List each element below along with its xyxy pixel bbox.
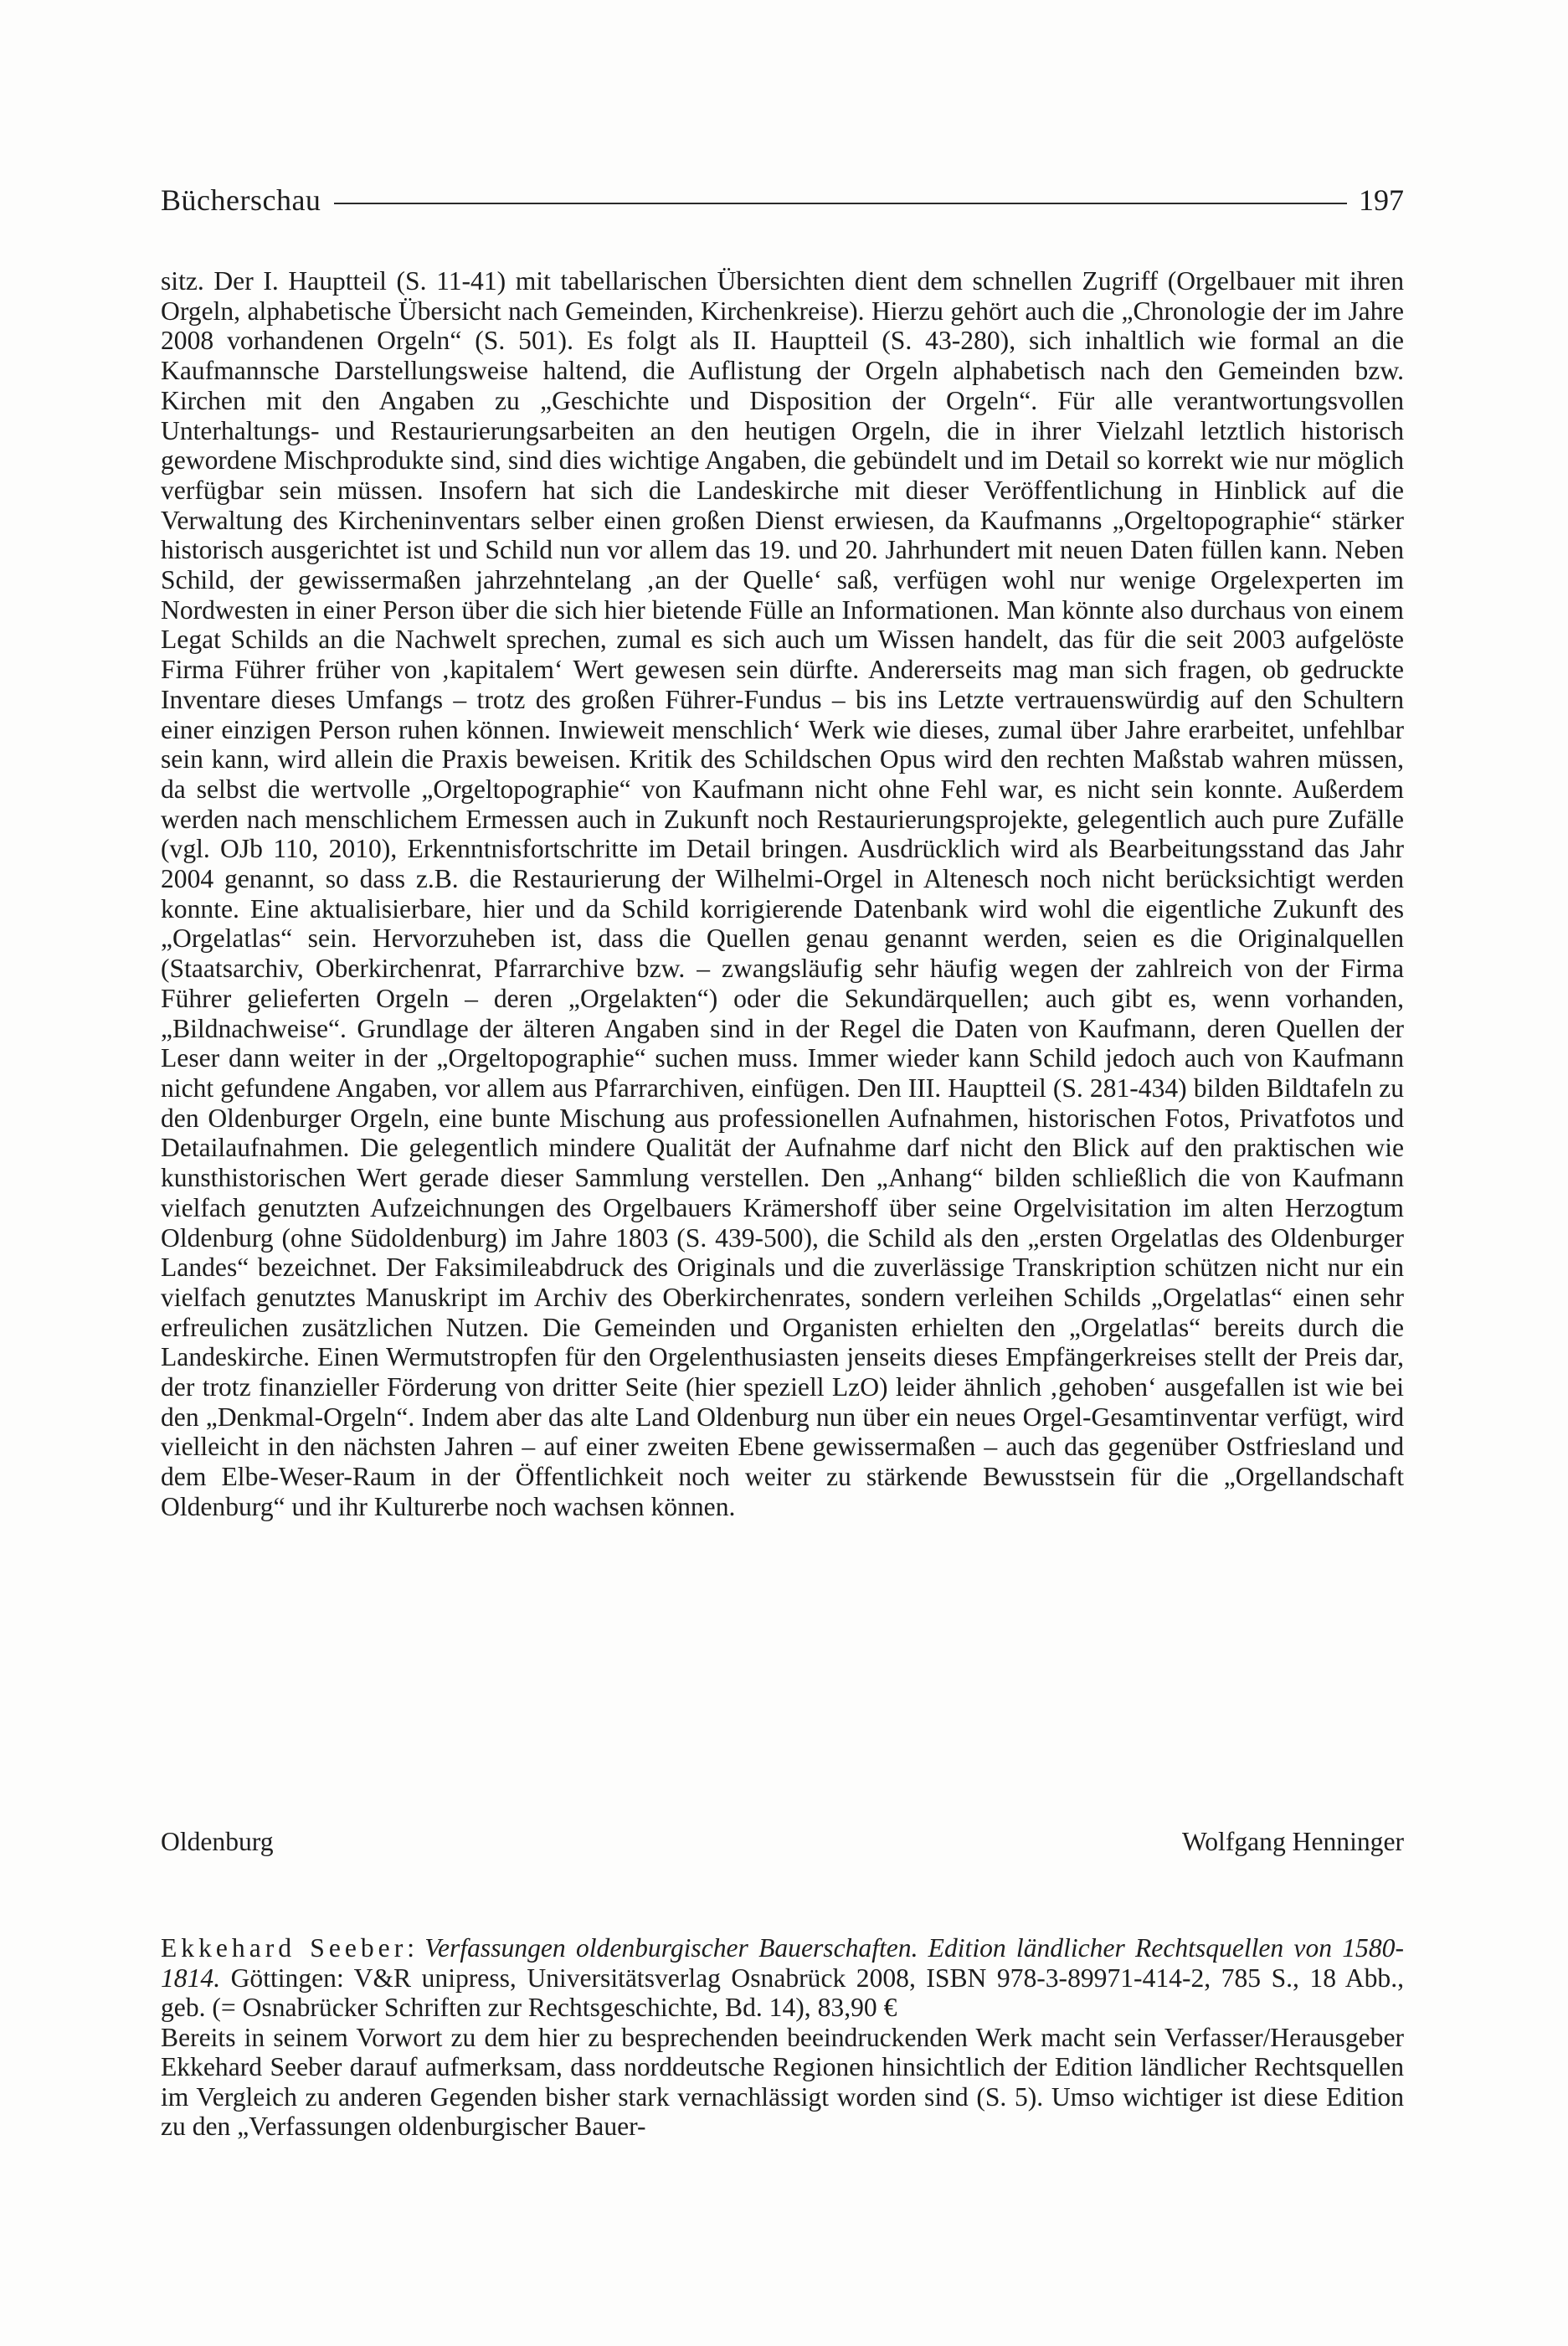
review-1-text: sitz. Der I. Hauptteil (S. 11-41) mit tabellarischen Übersichten dient dem schnellen Zugriff (Orgelbauer mit ihren Orgeln, alphabetische Übersicht nach Gemeinden, Kirchenkreise). Hierzu gehört auch die „Chronologie der im Jahre 2008 vorhandenen Orgeln“ (S. 501). Es folgt als II. Hauptteil (S. 43-280), sich inhaltlich wie formal an die Kaufmannsche Darstellungsweise haltend, die Auflistung der Orgeln alphabetisch nach den Gemeinden bzw. Kirchen mit den Angaben zu „Geschichte und Disposition der Orgeln“. Für alle verantwortungsvollen Unterhaltungs- und Restaurierungsarbeiten an den heutigen Orgeln, die in ihrer Vielzahl letztlich historisch gewordene Mischprodukte sind, sind dies wichtige Angaben, die gebündelt und im Detail so korrekt wie nur möglich verfügbar sein müssen. Insofern hat sich die Landeskirche mit dieser Veröffentlichung in Hinblick auf die Verwaltung des Kircheninventars selber einen großen Dienst erwiesen, da Kaufmanns „Orgeltopographie“ stärker historisch ausgerichtet ist und Schild nun vor allem das 19. und 20. Jahrhundert mit neuen Daten füllen kann. Neben Schild, der gewissermaßen jahrzehntelang ‚an der Quelle‘ saß, verfügen wohl nur wenige Orgelexperten im Nordwesten in einer Person über die sich hier bietende Fülle an Informationen. Man könnte also durchaus von einem Legat Schilds an die Nachwelt sprechen, zumal es sich auch um Wissen handelt, das für die seit 2003 aufgelöste Firma Führer früher von ‚kapitalem‘ Wert gewesen sein dürfte. Andererseits mag man sich fragen, ob gedruckte Inventare dieses Umfangs – trotz des großen Führer-Fundus – bis ins Letzte vertrauenswürdig auf den Schultern einer einzigen Person ruhen können. Inwieweit menschlich‘ Werk wie dieses, zumal über Jahre erarbeitet, unfehlbar sein kann, wird allein die Praxis beweisen. Kritik des Schildschen Opus wird den rechten Maßstab wahren müssen, da selbst die wertvolle „Orgeltopographie“ von Kaufmann nicht ohne Fehl war, es nicht sein konnte. Außerdem werden nach menschlichem Ermessen auch in Zukunft noch Restaurierungsprojekte, gelegentlich auch pure Zufälle (vgl. OJb 110, 2010), Erkenntnisfortschritte im Detail bringen. Ausdrücklich wird als Bearbeitungsstand das Jahr 2004 genannt, so dass z.B. die Restaurierung der Wilhelmi-Orgel in Altenesch noch nicht berücksichtigt werden konnte. Eine aktualisierbare, hier und da Schild korrigierende Datenbank wird wohl die eigentliche Zukunft des „Orgelatlas“ sein. Hervorzuheben ist, dass die Quellen genau genannt werden, seien es die Originalquellen (Staatsarchiv, Oberkirchenrat, Pfarrarchive bzw. – zwangsläufig sehr häufig wegen der zahlreich von der Firma Führer gelieferten Orgeln – deren „Orgelakten“) oder die Sekundärquellen; auch gibt es, wenn vorhanden, „Bildnachweise“. Grundlage der älteren Angaben sind in der Regel die Daten von Kaufmann, deren Quellen der Leser dann weiter in der „Orgeltopographie“ suchen muss. Immer wieder kann Schild jedoch auch von Kaufmann nicht gefundene Angaben, vor allem aus Pfarrarchiven, einfügen. Den III. Hauptteil (S. 281-434) bilden Bildtafeln zu den Oldenburger Orgeln, eine bunte Mischung aus professionellen Aufnahmen, historischen Fotos, Privatfotos und Detailaufnahmen. Die gelegentlich mindere Qualität der Aufnahme darf nicht den Blick auf den praktischen wie kunsthistorischen Wert gerade dieser Sammlung verstellen. Den „Anhang“ bilden schließlich die von Kaufmann vielfach genutzten Aufzeichnungen des Orgelbauers Krämershoff über seine Orgelvisitation im alten Herzogtum Oldenburg (ohne Südoldenburg) im Jahre 1803 (S. 439-500), die Schild als den „ersten Orgelatlas des Oldenburger Landes“ bezeichnet. Der Faksimileabdruck des Originals und die zuverlässige Transkription schützen nicht nur ein vielfach genutztes Manuskript im Archiv des Oberkirchenrates, sondern verleihen Schilds „Orgelatlas“ einen sehr erfreulichen zusätzlichen Nutzen. Die Gemeinden und Organisten erhielten den „Orgelatlas“ bereits durch die Landeskirche. Einen Wermutstropfen für den Orgelenthusiasten jenseits dieses Empfängerkreises stellt der Preis dar, der trotz finanzieller Förderung von dritter Seite (hier speziell LzO) leider ähnlich ‚gehoben‘ ausgefallen ist wie bei den „Denkmal-Orgeln“. Indem aber das alte Land Oldenburg nun über ein neues Orgel-Gesamtinventar verfügt, wird vielleicht in den nächsten Jahren – auf einer zweiten Ebene gewissermaßen – auch das gegenüber Ostfriesland und dem Elbe-Weser-Raum in der Öffentlichkeit noch weiter zu stärkende Bewusstsein für die „Orgellandschaft Oldenburg“ und ihr Kulturerbe noch wachsen können. bbox=[161, 266, 1404, 1521]
review-1-signature bbox=[161, 1827, 1404, 1857]
review-2 bbox=[161, 1933, 1404, 2142]
review-2-publication: Göttingen: V&R unipress, Universitätsverlag Osnabrück 2008, ISBN 978-3-89971-414-2, 785 S., 18 Abb., geb. (= Osnabrücker Schriften zur Rechtsgeschichte, Bd. 14), 83,90 € bbox=[161, 1963, 1404, 2022]
review-2-text: Bereits in seinem Vorwort zu dem hier zu besprechenden beeindruckenden Werk macht sein Verfasser/Herausgeber Ekkehard Seeber darauf aufmerksam, dass norddeutsche Regionen hinsichtlich der Edition ländlicher Rechtsquellen im Vergleich zu anderen Gegenden bisher stark vernachlässigt worden sind (S. 5). Umso wichtiger ist diese Edition zu den „Verfassungen oldenburgischer Bauer- bbox=[161, 2022, 1404, 2141]
review-2-book-title: Verfassungen oldenburgischer Bauerschaften. Edition ländlicher Rechtsquellen von 1580-1814. bbox=[161, 1933, 1404, 1993]
header-rule bbox=[334, 203, 1347, 204]
running-title: Bücherschau bbox=[161, 183, 321, 217]
review-1-reviewer: Wolfgang Henninger bbox=[1181, 1827, 1404, 1856]
review-1-place: Oldenburg bbox=[161, 1827, 274, 1856]
page-header bbox=[161, 179, 1404, 221]
review-2-author: Ekkehard Seeber bbox=[161, 1933, 408, 1963]
page-number: 197 bbox=[1359, 183, 1404, 217]
review-2-citation: Ekkehard Seeber: Verfassungen oldenburgischer Bauerschaften. Edition ländlicher Rechtsquellen von 1580-1814. Göttingen: V&R unipress, Universitätsverlag Osnabrück 2008, ISBN 978-3-89971-414-2, 785 S., 18 Abb., geb. (= Osnabrücker Schriften zur Rechtsgeschichte, Bd. 14), 83,90 € bbox=[161, 1933, 1404, 2022]
review-1-body bbox=[161, 266, 1404, 1522]
